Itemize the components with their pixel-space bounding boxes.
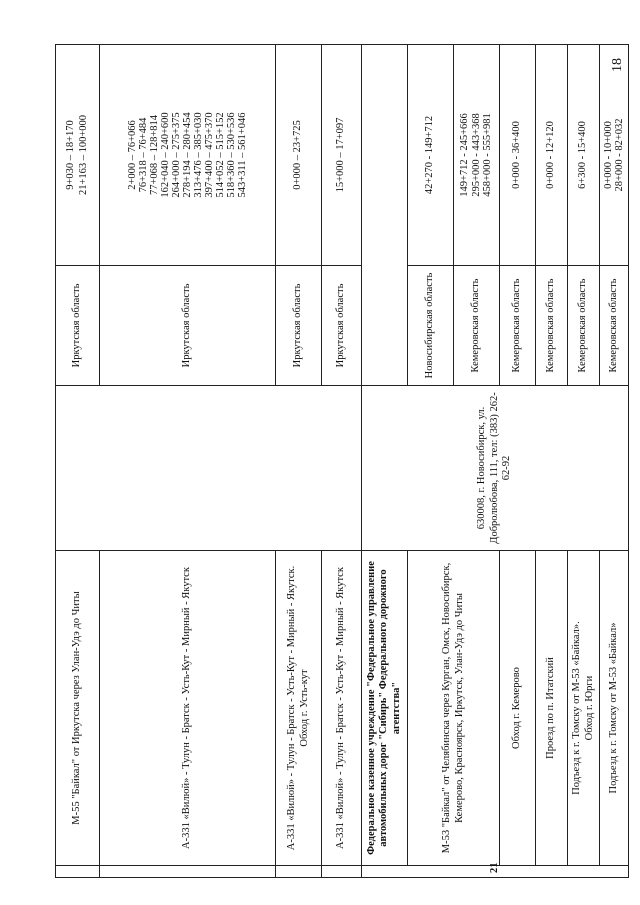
- region-cell: Иркутская область: [56, 266, 100, 386]
- num-cell: [56, 866, 100, 878]
- km-cell: 9+030 – 18+170 21+163 – 100+000: [56, 45, 100, 266]
- km-cell: 2+000 – 76+066 76+318 – 76+484 77+068 – 128+814 162+040 – 240+600 264+000 – 275+375 278+194 – 280+454 313+476 – 385+030 397+400 – 475+370 514+052 – 515+152 518+360 – 530+536 543+311 – 561+046: [100, 45, 276, 266]
- road-cell: М-55 "Байкал" от Иркутска через Улан-Удэ до Читы: [56, 551, 100, 866]
- km-cell: 6+300 - 15+400: [568, 45, 600, 266]
- region-cell: Новосибирская область: [408, 266, 454, 386]
- page-number: 18: [610, 58, 625, 72]
- km-cell: 0+000 – 23+725: [276, 45, 322, 266]
- road-cell: А-331 «Вилюй» - Тулун - Братск - Усть-Кут - Мирный - Якутск: [100, 551, 276, 866]
- empty-cell: [362, 45, 408, 386]
- km-cell: 42+270 - 149+712: [408, 45, 454, 266]
- table-row: [56, 45, 100, 878]
- region-cell: Иркутская область: [276, 266, 322, 386]
- address-cell: [56, 386, 362, 551]
- road-cell: А-331 «Вилюй» - Тулун - Братск - Усть-Кут - Мирный - Якутск. Обход г. Усть-кут: [276, 551, 322, 866]
- km-cell: 15+000 – 17+097: [322, 45, 362, 266]
- km-cell: 0+000 - 10+000 28+000 - 82+032: [600, 45, 629, 266]
- org-address: 630008, г. Новосибирск, ул. Добролюбова, 111, тел: (383) 262-62-92: [362, 386, 629, 551]
- road-cell: Подъезд к г. Томску от М-53 «Байкал»: [600, 551, 629, 866]
- region-cell: Кемеровская область: [568, 266, 600, 386]
- road-cell: М-53 "Байкал" от Челябинска через Курган, Омск, Новосибирск, Кемерово, Красноярск, Иркутск, Улан-Удэ до Читы: [408, 551, 500, 866]
- km-cell: 0+000 - 36+400: [500, 45, 536, 266]
- km-cell: 149+712 - 245+666 295+000 - 443+368 458+000 - 555+981: [454, 45, 500, 266]
- num-cell: [322, 866, 362, 878]
- road-cell: Обход г. Кемерово: [500, 551, 536, 866]
- road-cell: Подъезд к г. Томску от М-53 «Байкал». Обход г. Юрги: [568, 551, 600, 866]
- region-cell: Кемеровская область: [454, 266, 500, 386]
- roads-table: [55, 44, 629, 878]
- org-name: Федеральное казенное учреждение "Федеральное управление автомобильных дорог "Сибирь" Федерального дорожного агентства": [362, 551, 408, 866]
- rotated-page: [55, 45, 626, 878]
- region-cell: Кемеровская область: [536, 266, 568, 386]
- org-number: 21: [362, 866, 629, 878]
- region-cell: Кемеровская область: [600, 266, 629, 386]
- num-cell: [100, 866, 276, 878]
- region-cell: Иркутская область: [100, 266, 276, 386]
- table-row: [362, 45, 408, 878]
- km-cell: 0+000 - 12+120: [536, 45, 568, 266]
- road-cell: Проезд по п. Итатский: [536, 551, 568, 866]
- num-cell: [276, 866, 322, 878]
- region-cell: Кемеровская область: [500, 266, 536, 386]
- road-cell: А-331 «Вилюй» - Тулун - Братск - Усть-Кут - Мирный - Якутск: [322, 551, 362, 866]
- region-cell: Иркутская область: [322, 266, 362, 386]
